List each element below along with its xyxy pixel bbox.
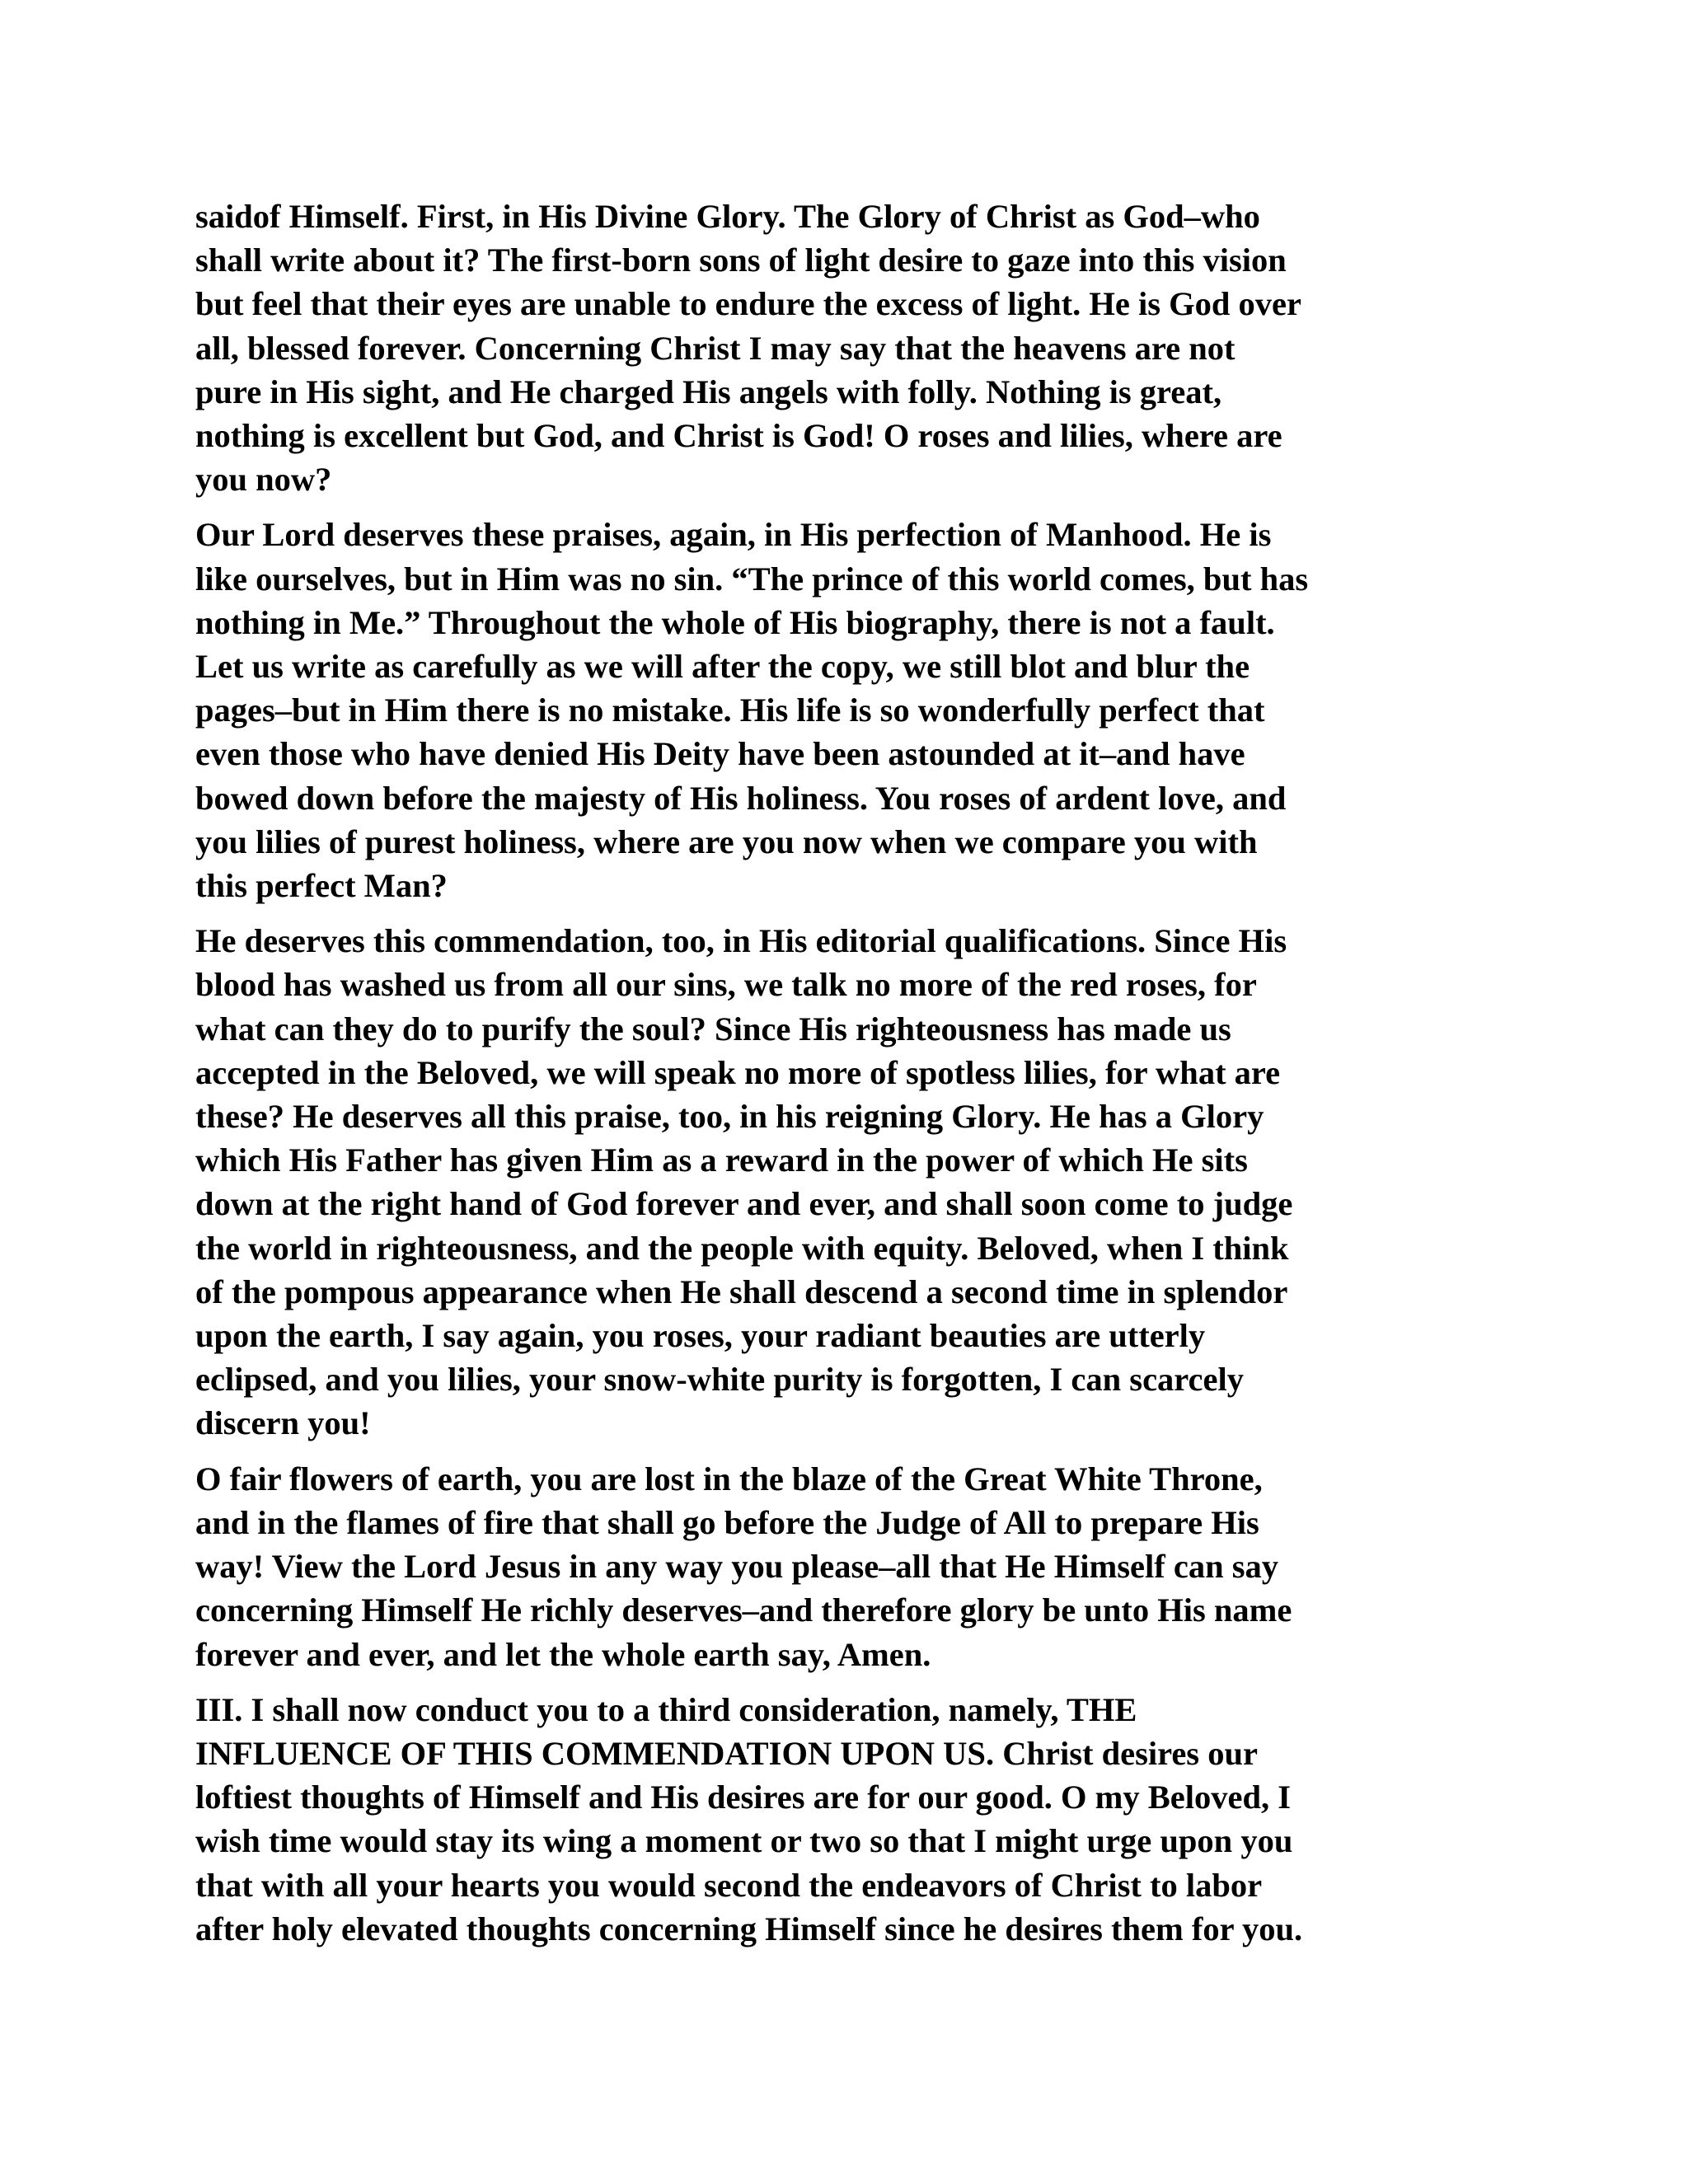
paragraph-fair-flowers: O fair flowers of earth, you are lost in the blaze of the Great White Throne, and in the flames of fire that shall go before the Judge of All to prepare His way! View the Lord Jesus in any way you please–all that He Himself can say concerning Himself He richly deserves–and therefore glory be unto His name forever and ever, and let the whole earth say, Amen. (195, 1460, 1292, 1673)
document-page (195, 194, 1498, 1962)
paragraph-editorial-qualifications: He deserves this commendation, too, in His editorial qualifications. Since His blood has washed us from all our sins, we talk no more of the red roses, for what can they do to purify the soul? Since His righteousness has made us accepted in the Beloved, we will speak no more of spotless lilies, for what are these? He deserves all this praise, too, in his reigning Glory. He has a Glory which His Father has given Him as a reward in the power of which He sits down at the right hand of God forever and ever, and shall soon come to judge the world in righteousness, and the people with equity. Beloved, when I think of the pompous appearance when He shall descend a second time in splendor upon the earth, I say again, you roses, your radiant beauties are utterly eclipsed, and you lilies, your snow-white purity is forgotten, I can scarcely discern you! (195, 922, 1293, 1442)
paragraph-perfection-of-manhood: Our Lord deserves these praises, again, in His perfection of Manhood. He is like ourselves, but in Him was no sin. “The prince of this world comes, but has nothing in Me.” Throughout the whole of His biography, there is not a fault. Let us write as carefully as we will after the copy, we still blot and blur the pages–but in Him there is no mistake. His life is so wonderfully perfect that even those who have denied His Deity have been astounded at it–and have bowed down before the majesty of His holiness. You roses of ardent love, and you lilies of purest holiness, where are you now when we compare you with this perfect Man? (195, 516, 1309, 905)
paragraph-third-consideration: III. I shall now conduct you to a third consideration, namely, THE INFLUENCE OF THIS COMMENDATION UPON US. Christ desires our loftiest thoughts of Himself and His desires are for our good. O my Beloved, I wish time would stay its wing a moment or two so that I might urge upon you that with all your hearts you would second the endeavors of Christ to labor after holy elevated thoughts concerning Himself since he desires them for you. (195, 1690, 1303, 1947)
paragraph-divine-glory: saidof Himself. First, in His Divine Glory. The Glory of Christ as God–who shall write about it? The first-born sons of light desire to gaze into this vision but feel that their eyes are unable to endure the excess of light. He is God over all, blessed forever. Concerning Christ I may say that the heavens are not pure in His sight, and He charged His angels with folly. Nothing is great, nothing is excellent but God, and Christ is God! O roses and lilies, where are you now? (195, 198, 1301, 499)
